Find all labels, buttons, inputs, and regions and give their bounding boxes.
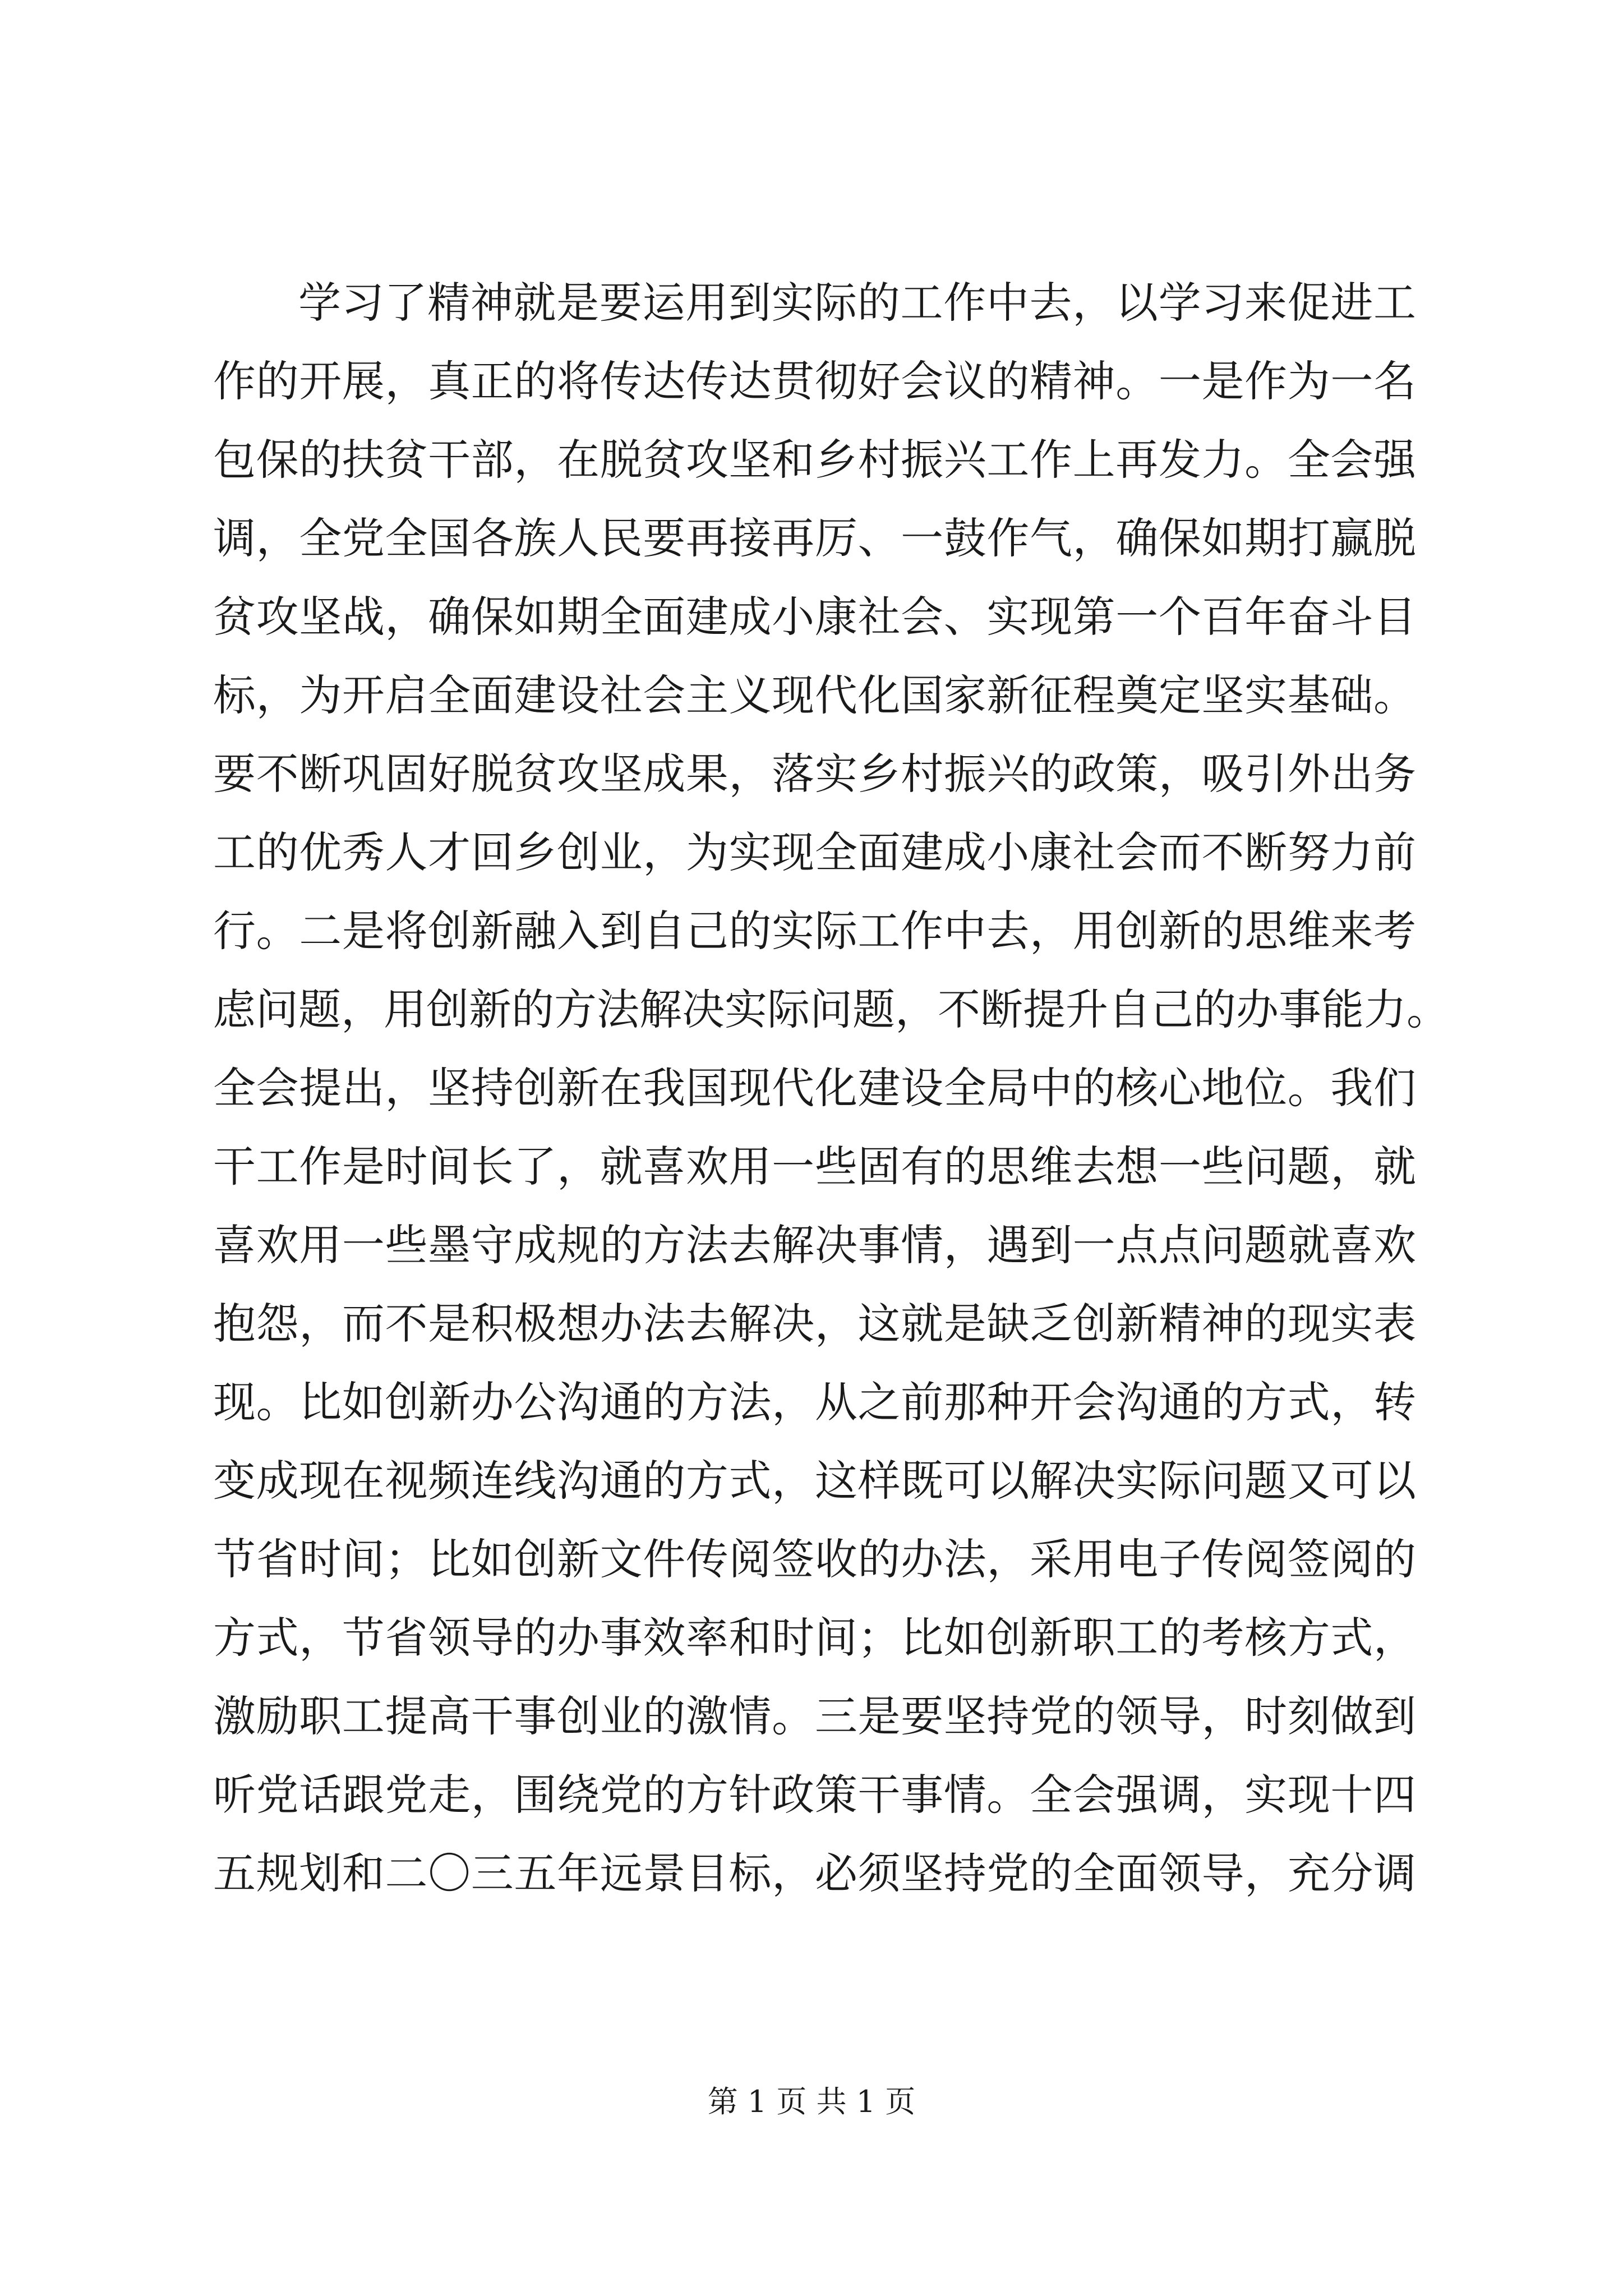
paragraph-line: 作的开展，真正的将传达传达贯彻好会议的精神。一是作为一名 xyxy=(213,356,1416,406)
paragraph-line: 听党话跟党走，围绕党的方针政策干事情。全会强调，实现十四 xyxy=(213,1770,1416,1820)
body-paragraph xyxy=(213,264,1449,1913)
paragraph-line: 抱怨，而不是积极想办法去解决，这就是缺乏创新精神的现实表 xyxy=(213,1299,1416,1349)
paragraph-line: 学习了精神就是要运用到实际的工作中去，以学习来促进工 xyxy=(298,278,1416,328)
paragraph-line: 行。二是将创新融入到自己的实际工作中去，用创新的思维来考 xyxy=(213,906,1416,956)
paragraph-line: 工的优秀人才回乡创业，为实现全面建成小康社会而不断努力前 xyxy=(213,827,1416,877)
paragraph-line: 贫攻坚战，确保如期全面建成小康社会、实现第一个百年奋斗目 xyxy=(213,592,1416,642)
page-number-footer: 第 1 页 共 1 页 xyxy=(707,2084,916,2119)
paragraph-line: 现。比如创新办公沟通的方法，从之前那种开会沟通的方式，转 xyxy=(213,1377,1416,1427)
paragraph-line: 调，全党全国各族人民要再接再厉、一鼓作气，确保如期打赢脱 xyxy=(213,513,1416,563)
paragraph-line: 标，为开启全面建设社会主义现代化国家新征程奠定坚实基础。 xyxy=(213,670,1416,720)
paragraph-line: 五规划和二〇三五年远景目标，必须坚持党的全面领导，充分调 xyxy=(213,1848,1416,1898)
paragraph-line: 要不断巩固好脱贫攻坚成果，落实乡村振兴的政策，吸引外出务 xyxy=(213,749,1416,799)
paragraph-line: 激励职工提高干事创业的激情。三是要坚持党的领导，时刻做到 xyxy=(213,1691,1416,1741)
paragraph-line: 包保的扶贫干部，在脱贫攻坚和乡村振兴工作上再发力。全会强 xyxy=(213,435,1416,485)
paragraph-line: 节省时间；比如创新文件传阅签收的办法，采用电子传阅签阅的 xyxy=(213,1534,1416,1584)
paragraph-line: 喜欢用一些墨守成规的方法去解决事情，遇到一点点问题就喜欢 xyxy=(213,1220,1416,1270)
paragraph-line: 虑问题，用创新的方法解决实际问题，不断提升自己的办事能力。 xyxy=(213,984,1449,1034)
paragraph-line: 干工作是时间长了，就喜欢用一些固有的思维去想一些问题，就 xyxy=(213,1142,1416,1191)
paragraph-line: 方式，节省领导的办事效率和时间；比如创新职工的考核方式， xyxy=(213,1613,1416,1663)
paragraph-line: 全会提出，坚持创新在我国现代化建设全局中的核心地位。我们 xyxy=(213,1063,1416,1113)
paragraph-line: 变成现在视频连线沟通的方式，这样既可以解决实际问题又可以 xyxy=(213,1456,1416,1506)
